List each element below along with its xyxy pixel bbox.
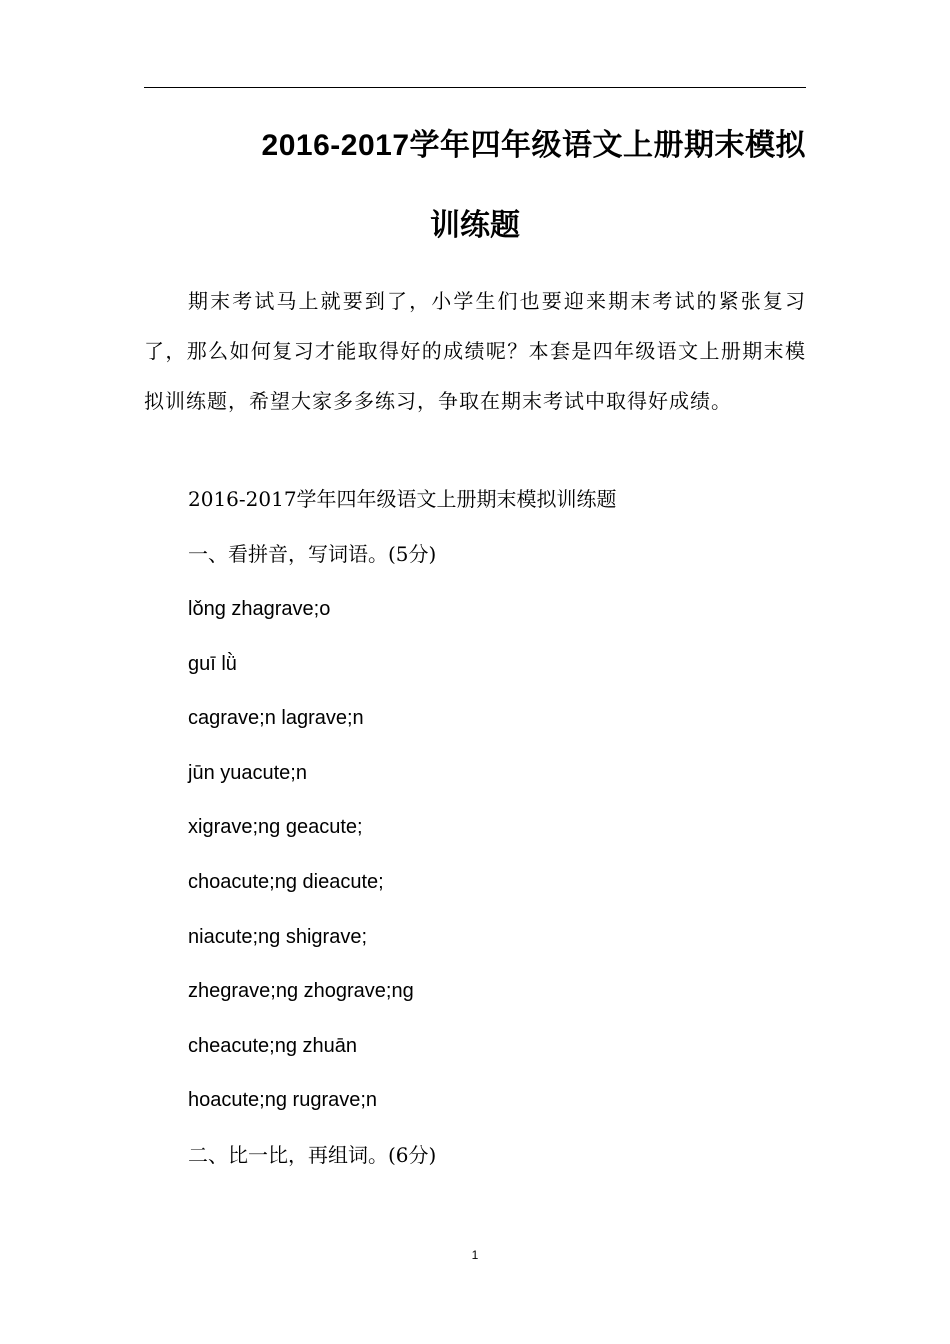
page-number: 1 xyxy=(471,1248,479,1262)
pinyin-item: zhegrave;ng zhograve;ng xyxy=(188,980,414,1002)
pinyin-item: jūn yuacute;n xyxy=(188,762,307,784)
pinyin-item: xigrave;ng geacute; xyxy=(188,816,363,838)
section-1-heading: 一、看拼音，写词语。(5分) xyxy=(188,542,437,566)
intro-paragraph: 期末考试马上就要到了，小学生们也要迎来期末考试的紧张复习了，那么如何复习才能取得好的成绩呢？本套是四年级语文上册期末模拟训练题，希望大家多多练习，争取在期末考试中取得好成绩。 xyxy=(144,289,806,413)
header-rule xyxy=(144,87,806,88)
subtitle: 2016-2017学年四年级语文上册期末模拟训练题 xyxy=(188,487,617,511)
document-title-line-1: 2016-2017学年四年级语文上册期末模拟 xyxy=(261,129,806,162)
pinyin-item: hoacute;ng rugrave;n xyxy=(188,1089,378,1111)
document-title-line-2: 训练题 xyxy=(430,209,520,242)
pinyin-item: guī lǜ xyxy=(188,653,237,675)
pinyin-item: cagrave;n lagrave;n xyxy=(188,707,364,729)
pinyin-item: niacute;ng shigrave; xyxy=(188,926,368,948)
section-2-heading: 二、比一比，再组词。(6分) xyxy=(188,1143,437,1167)
pinyin-item: cheacute;ng zhuān xyxy=(188,1035,358,1057)
pinyin-item: lǒng zhagrave;o xyxy=(188,598,331,620)
pinyin-item: choacute;ng dieacute; xyxy=(188,871,384,893)
